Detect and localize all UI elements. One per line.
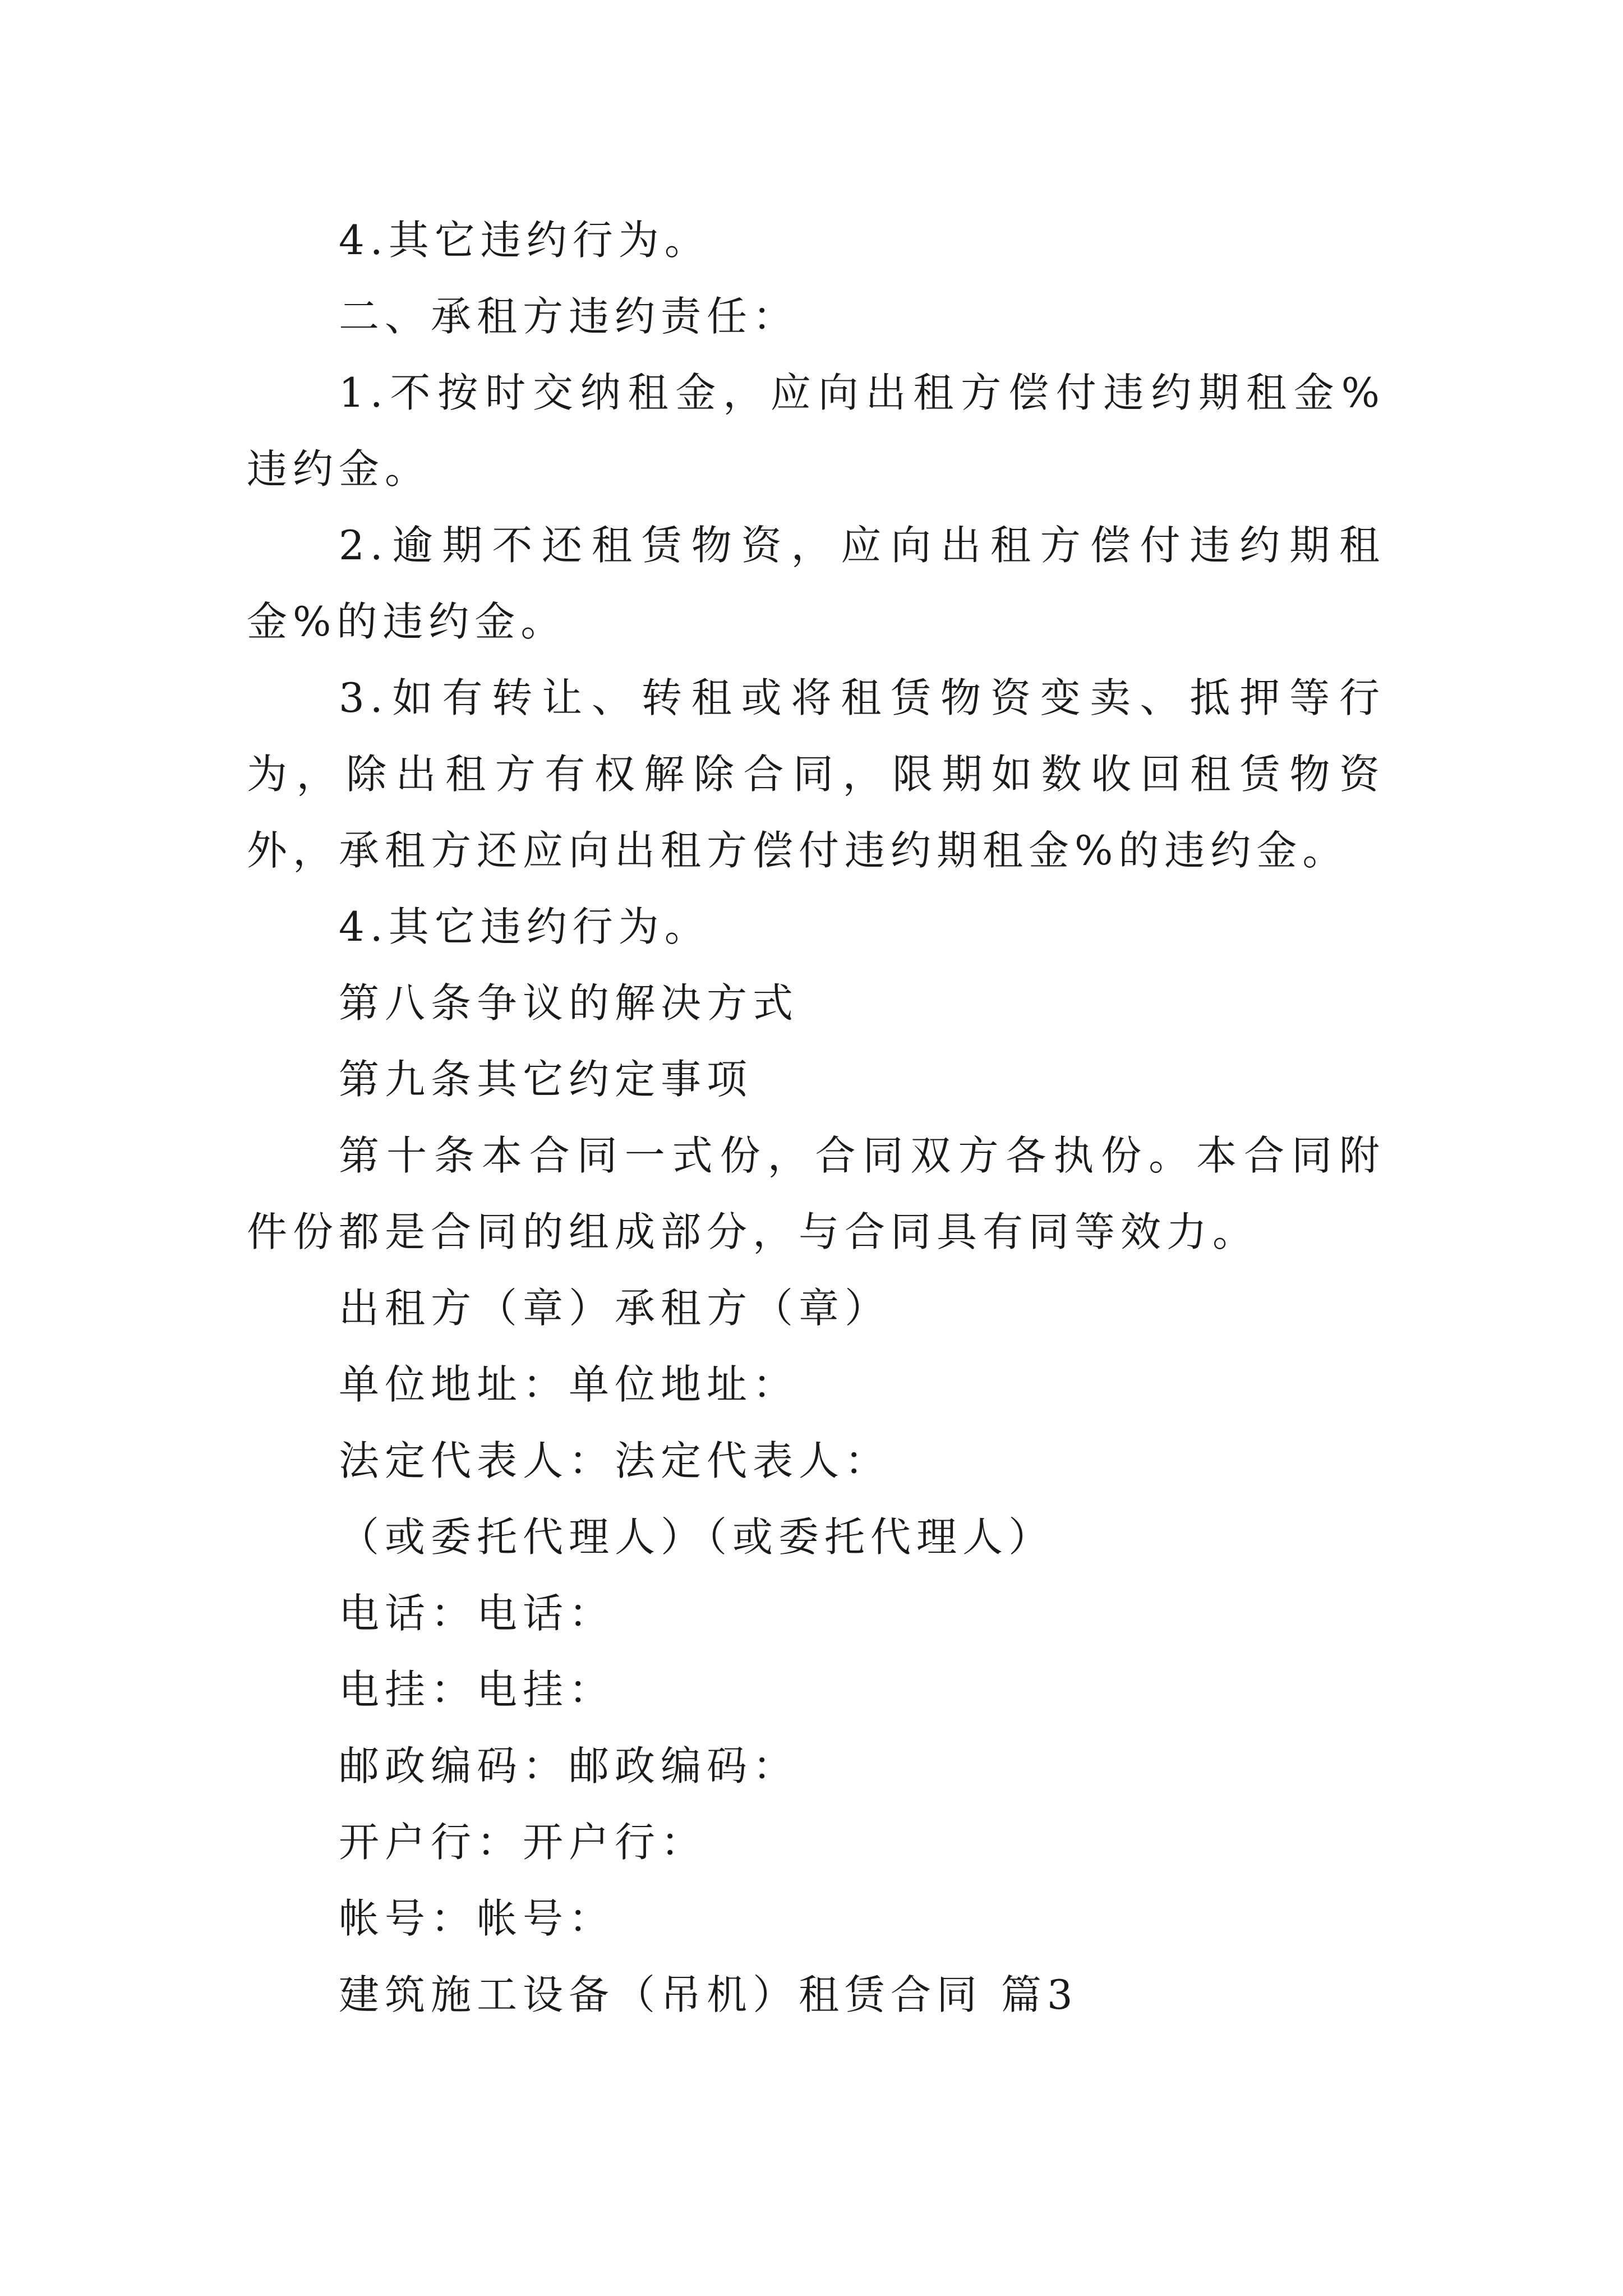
signature-address: 单位地址：单位地址： bbox=[339, 1361, 799, 1408]
paragraph-transfer-sublease: 3.如有转让、转租或将租赁物资变卖、抵押等行为，除出租方有权解除合同，限期如数收回租赁物资外，承租方还应向出租方偿付违约期租金%的违约金。 bbox=[247, 674, 1385, 874]
paragraph-other-breach-2: 4.其它违约行为。 bbox=[339, 903, 711, 950]
paragraph-overdue-return: 2.逾期不还租赁物资，应向出租方偿付违约期租金%的违约金。 bbox=[247, 522, 1385, 645]
document-body bbox=[247, 202, 1385, 2033]
section-heading-lessee-liability: 二、承租方违约责任： bbox=[339, 293, 799, 340]
signature-postcode: 邮政编码：邮政编码： bbox=[339, 1742, 799, 1789]
signature-phone: 电话：电话： bbox=[339, 1590, 615, 1637]
paragraph-late-rent: 1.不按时交纳租金，应向出租方偿付违约期租金%违约金。 bbox=[247, 369, 1385, 493]
article-9-other-matters: 第九条其它约定事项 bbox=[339, 1056, 753, 1103]
signature-bank: 开户行：开户行： bbox=[339, 1819, 707, 1866]
signature-legal-rep: 法定代表人：法定代表人： bbox=[339, 1437, 891, 1484]
article-8-dispute-resolution: 第八条争议的解决方式 bbox=[339, 979, 799, 1027]
signature-account: 帐号：帐号： bbox=[339, 1895, 615, 1942]
signature-agent: （或委托代理人）（或委托代理人） bbox=[339, 1513, 1055, 1561]
signature-parties-seal: 出租方（章）承租方（章） bbox=[339, 1285, 891, 1332]
signature-telegraph: 电挂：电挂： bbox=[339, 1666, 615, 1713]
article-10-copies: 第十条本合同一式份，合同双方各执份。本合同附件份都是合同的组成部分，与合同具有同等效力。 bbox=[247, 1132, 1385, 1255]
next-contract-title: 建筑施工设备（吊机）租赁合同 篇3 bbox=[339, 1971, 1078, 2018]
paragraph-other-breach-1: 4.其它违约行为。 bbox=[339, 217, 711, 264]
